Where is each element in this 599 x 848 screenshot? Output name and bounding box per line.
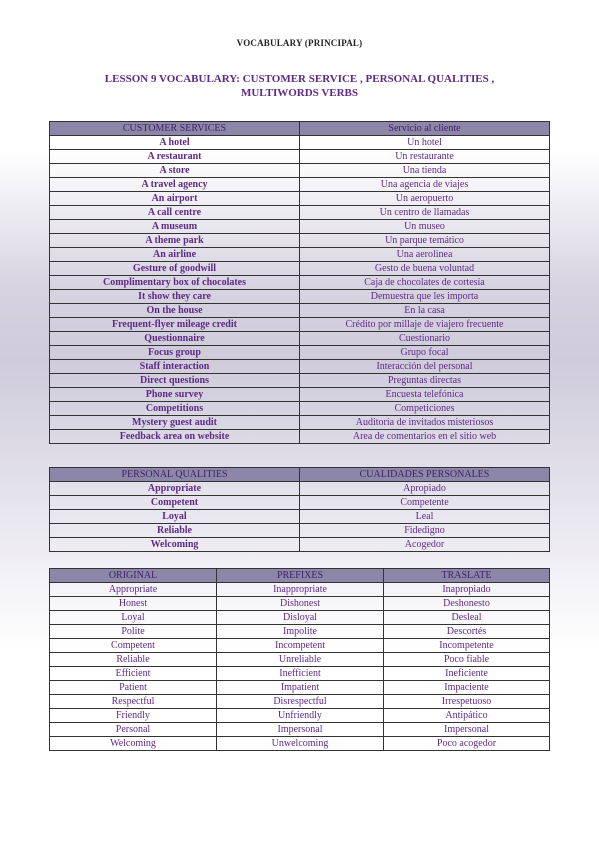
table-cell: Ineficiente: [384, 667, 550, 681]
table-cell: Grupo focal: [300, 346, 550, 360]
table-cell: Unfriendly: [217, 709, 384, 723]
table-row: [50, 234, 550, 248]
table-cell: En la casa: [300, 304, 550, 318]
column-header: PERSONAL QUALITIES: [50, 468, 300, 482]
table-cell: Una tienda: [300, 164, 550, 178]
table-cell: An airline: [50, 248, 300, 262]
table-cell: A store: [50, 164, 300, 178]
table-row: [50, 538, 550, 552]
table-cell: Patient: [50, 681, 217, 695]
table-cell: Un parque temático: [300, 234, 550, 248]
table-cell: Unreliable: [217, 653, 384, 667]
table-row: [50, 332, 550, 346]
column-header: ORIGINAL: [50, 569, 217, 583]
table-cell: Incompetent: [217, 639, 384, 653]
table-row: [50, 388, 550, 402]
table-row: [50, 178, 550, 192]
page-title: [0, 72, 599, 100]
table-cell: Appropriate: [50, 583, 217, 597]
table-cell: Feedback area on website: [50, 430, 300, 444]
title-line-2: MULTIWORDS VERBS: [240, 87, 359, 99]
table-row: [50, 597, 550, 611]
table-cell: Welcoming: [50, 538, 300, 552]
table-cell: Polite: [50, 625, 217, 639]
table-cell: Unwelcoming: [217, 737, 384, 751]
table-cell: Reliable: [50, 653, 217, 667]
table-cell: Irrespetuoso: [384, 695, 550, 709]
table-cell: Inapropiado: [384, 583, 550, 597]
table-row: [50, 290, 550, 304]
personal-qualities-table: [49, 467, 550, 552]
table-cell: Staff interaction: [50, 360, 300, 374]
table-cell: On the house: [50, 304, 300, 318]
table-cell: Auditoria de invitados misteriosos: [300, 416, 550, 430]
table-row: [50, 430, 550, 444]
column-header: CUSTOMER SERVICES: [50, 122, 300, 136]
table-cell: Competitions: [50, 402, 300, 416]
table-row: [50, 220, 550, 234]
table-cell: A theme park: [50, 234, 300, 248]
table-cell: Un restaurante: [300, 150, 550, 164]
table-cell: A hotel: [50, 136, 300, 150]
table-cell: Inappropriate: [217, 583, 384, 597]
table-cell: Un aeropuerto: [300, 192, 550, 206]
table-cell: Impatient: [217, 681, 384, 695]
table-row: [50, 248, 550, 262]
table-cell: Competiciones: [300, 402, 550, 416]
table-row: [50, 510, 550, 524]
column-header: TRASLATE: [384, 569, 550, 583]
table-row: [50, 360, 550, 374]
table-cell: Leal: [300, 510, 550, 524]
table-cell: Focus group: [50, 346, 300, 360]
table-cell: A travel agency: [50, 178, 300, 192]
table-header-row: [50, 468, 550, 482]
table-cell: Inefficient: [217, 667, 384, 681]
table-row: [50, 709, 550, 723]
table-row: [50, 136, 550, 150]
page-header: VOCABULARY (PRINCIPAL): [236, 38, 363, 48]
table-cell: Competent: [50, 496, 300, 510]
table-cell: Cuestionario: [300, 332, 550, 346]
table-cell: Reliable: [50, 524, 300, 538]
prefixes-table: [49, 568, 550, 751]
table-cell: Friendly: [50, 709, 217, 723]
table-cell: Fidedigno: [300, 524, 550, 538]
table-cell: Impaciente: [384, 681, 550, 695]
table-cell: Welcoming: [50, 737, 217, 751]
table-cell: Dishonest: [217, 597, 384, 611]
table-row: [50, 150, 550, 164]
column-header: CUALIDADES PERSONALES: [300, 468, 550, 482]
table-cell: Caja de chocolates de cortesía: [300, 276, 550, 290]
table-cell: Disloyal: [217, 611, 384, 625]
table-cell: Competente: [300, 496, 550, 510]
table-cell: A museum: [50, 220, 300, 234]
table-cell: An airport: [50, 192, 300, 206]
table-cell: Incompetente: [384, 639, 550, 653]
table-row: [50, 524, 550, 538]
table-cell: Complimentary box of chocolates: [50, 276, 300, 290]
table-cell: A call centre: [50, 206, 300, 220]
table-cell: Impersonal: [384, 723, 550, 737]
table-row: [50, 276, 550, 290]
table-cell: Questionnaire: [50, 332, 300, 346]
table-row: [50, 667, 550, 681]
table-cell: Gesto de buena voluntad: [300, 262, 550, 276]
table-cell: Preguntas directas: [300, 374, 550, 388]
title-line-1: LESSON 9 VOCABULARY: CUSTOMER SERVICE , PERSONAL QUALITIES ,: [104, 73, 495, 85]
table-header-row: [50, 569, 550, 583]
table-cell: Desleal: [384, 611, 550, 625]
table-row: [50, 639, 550, 653]
table-cell: Demuestra que les importa: [300, 290, 550, 304]
table-cell: Acogedor: [300, 538, 550, 552]
table-cell: Appropriate: [50, 482, 300, 496]
table-cell: Honest: [50, 597, 217, 611]
table-cell: Apropiado: [300, 482, 550, 496]
table-row: [50, 653, 550, 667]
table-cell: Poco acogedor: [384, 737, 550, 751]
table-row: [50, 625, 550, 639]
table-row: [50, 206, 550, 220]
table-row: [50, 681, 550, 695]
table-cell: Efficient: [50, 667, 217, 681]
table-row: [50, 374, 550, 388]
column-header: PREFIXES: [217, 569, 384, 583]
table-cell: Impolite: [217, 625, 384, 639]
table-cell: It show they care: [50, 290, 300, 304]
column-header: Servicio al cliente: [300, 122, 550, 136]
customer-services-table: [49, 121, 550, 444]
table-cell: Loyal: [50, 611, 217, 625]
table-row: [50, 318, 550, 332]
table-cell: Phone survey: [50, 388, 300, 402]
table-cell: Un museo: [300, 220, 550, 234]
table-cell: Area de comentarios en el sitio web: [300, 430, 550, 444]
table-cell: Impersonal: [217, 723, 384, 737]
table-cell: Crédito por millaje de viajero frecuente: [300, 318, 550, 332]
table-cell: Un hotel: [300, 136, 550, 150]
table-cell: Mystery guest audit: [50, 416, 300, 430]
table-cell: Loyal: [50, 510, 300, 524]
table-row: [50, 496, 550, 510]
table-cell: Un centro de llamadas: [300, 206, 550, 220]
table-cell: Deshonesto: [384, 597, 550, 611]
table-header-row: [50, 122, 550, 136]
table-row: [50, 402, 550, 416]
table-row: [50, 416, 550, 430]
table-row: [50, 262, 550, 276]
table-cell: Una agencia de viajes: [300, 178, 550, 192]
table-cell: Respectful: [50, 695, 217, 709]
table-cell: Direct questions: [50, 374, 300, 388]
table-row: [50, 737, 550, 751]
table-row: [50, 304, 550, 318]
table-cell: Competent: [50, 639, 217, 653]
table-row: [50, 482, 550, 496]
table-cell: Disrespectful: [217, 695, 384, 709]
table-row: [50, 695, 550, 709]
table-row: [50, 611, 550, 625]
table-row: [50, 164, 550, 178]
table-cell: Gesture of goodwill: [50, 262, 300, 276]
table-cell: A restaurant: [50, 150, 300, 164]
table-row: [50, 583, 550, 597]
table-cell: Encuesta telefónica: [300, 388, 550, 402]
table-row: [50, 723, 550, 737]
table-cell: Poco fiable: [384, 653, 550, 667]
table-row: [50, 346, 550, 360]
table-cell: Interacción del personal: [300, 360, 550, 374]
table-cell: Antipático: [384, 709, 550, 723]
table-row: [50, 192, 550, 206]
table-cell: Personal: [50, 723, 217, 737]
table-cell: Descortés: [384, 625, 550, 639]
table-cell: Una aerolinea: [300, 248, 550, 262]
table-cell: Frequent-flyer mileage credit: [50, 318, 300, 332]
